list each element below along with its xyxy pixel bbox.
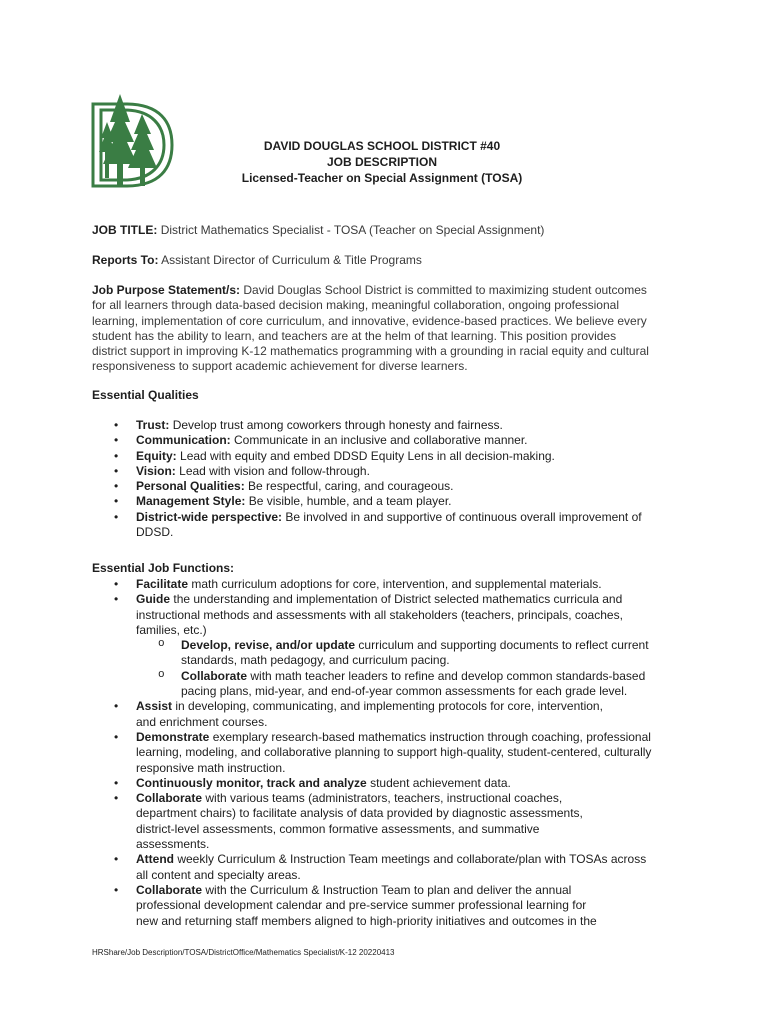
reports-to-row [92,253,692,268]
item-text: math curriculum adoptions for core, intervention, and supplemental materials. [191,577,602,591]
item-text: the understanding and implementation of District selected mathematics curricula and [173,592,623,607]
item-line [181,638,692,653]
item-line [136,914,692,929]
item-line [136,791,692,806]
qualities-heading: Essential Qualities [92,388,199,402]
item-line [136,623,692,638]
item-line [136,715,692,730]
item-line [136,577,692,592]
job-title-row [92,223,692,238]
list-item [92,464,692,479]
item-text: district-level assessments, common formative assessments, and summative [136,821,540,836]
item-line [136,449,692,464]
item-text: DDSD. [136,525,174,540]
list-item [92,479,692,494]
list-item [92,791,692,852]
item-line [136,761,692,776]
item-text: pacing plans, mid-year, and end-of-year common assessments for each grade level. [181,684,628,699]
item-line [181,669,692,684]
qualities-list [92,418,692,540]
item-line [136,776,692,791]
list-item [92,592,692,699]
sub-list-item [136,669,692,700]
purpose-line: David Douglas School District is committed to maximizing student outcomes [243,283,647,297]
item-line [136,525,692,540]
sub-list-item [136,638,692,669]
purpose-label: Job Purpose Statement/s: [92,283,241,297]
item-text: responsive math instruction. [136,760,286,775]
item-line [181,653,692,668]
purpose-line: district support in improving K-12 mathematics programming with a grounding in racial equity and cultural [92,344,649,359]
item-line [136,730,692,745]
item-text: with math teacher leaders to refine and develop common standards-based [250,668,646,683]
item-text: weekly Curriculum & Instruction Team meetings and collaborate/plan with TOSAs across [177,852,647,867]
item-term: Communication: [136,433,231,448]
item-term: Facilitate [136,577,189,591]
item-text: Develop trust among coworkers through honesty and fairness. [172,418,503,432]
item-text: Be respectful, caring, and courageous. [248,479,454,494]
item-text: instructional methods and assessments with all stakeholders (teachers, principals, coaches, [136,607,623,622]
item-line [136,608,692,623]
sub-list [136,638,692,699]
list-item [92,510,692,541]
item-line [136,898,692,913]
item-term: Guide [136,592,171,607]
item-text: exemplary research-based mathematics instruction through coaching, professional [212,729,651,744]
item-term: Management Style: [136,494,246,509]
item-line [136,852,692,867]
district-name: DAVID DOUGLAS SCHOOL DISTRICT #40 [263,139,501,153]
item-term: Demonstrate [136,729,210,744]
item-line [136,494,692,509]
item-text: all content and specialty areas. [136,867,301,882]
list-item [92,730,692,776]
functions-list [92,577,692,929]
reports-to-value: Assistant Director of Curriculum & Title Programs [161,253,422,267]
item-text: standards, math pedagogy, and curriculum pacing. [181,653,450,668]
item-line [136,699,692,714]
item-term: District-wide perspective: [136,509,283,524]
item-text: assessments. [136,837,210,852]
item-line [136,464,692,479]
item-term: Attend [136,852,174,867]
item-text: and enrichment courses. [136,714,268,729]
list-item [92,776,692,791]
reports-to-label: Reports To: [92,253,159,267]
purpose-line: for all learners through data-based decision making, meaningful collaboration, ongoing professional [92,298,619,313]
qualities-section [92,418,692,540]
list-item [92,852,692,883]
item-text: with the Curriculum & Instruction Team to plan and deliver the annual [205,882,572,897]
functions-section [92,577,692,929]
item-line [136,883,692,898]
item-term: Continuously monitor, track and analyze [136,775,367,790]
item-text: learning, modeling, and collaborative planning to support high-quality, student-centered, culturally [136,745,652,760]
list-item [92,883,692,929]
item-term: Vision: [136,463,176,478]
item-term: Collaborate [136,791,203,806]
item-text: with various teams (administrators, teachers, instructional coaches, [205,791,563,806]
list-item [92,494,692,509]
list-item [92,699,692,730]
item-term: Equity: [136,448,177,463]
item-line [136,745,692,760]
purpose-line: responsiveness to support academic achievement for diverse learners. [92,359,468,374]
item-text: professional development calendar and pre-service summer professional learning for [136,898,587,913]
purpose-line: student has the ability to learn, and teachers are at the helm of that learning. This position provides [92,328,617,343]
item-line [136,806,692,821]
item-text: Communicate in an inclusive and collaborative manner. [234,433,528,448]
item-text: in developing, communicating, and implementing protocols for core, intervention, [175,699,603,714]
item-text: new and returning staff members aligned to high-priority initiatives and outcomes in the [136,913,597,928]
item-term: Collaborate [181,668,248,683]
item-line [136,418,692,433]
item-term: Collaborate [136,882,203,897]
item-line [136,592,692,607]
item-term: Assist [136,699,173,714]
document-type: JOB DESCRIPTION [326,155,437,169]
purpose-statement [92,283,692,375]
item-text: curriculum and supporting documents to reflect current [358,638,649,653]
document-header [150,138,614,186]
item-text: Be involved in and supportive of continuous overall improvement of [285,509,642,524]
position-category: Licensed-Teacher on Special Assignment (TOSA) [241,171,523,185]
job-title-value: District Mathematics Specialist - TOSA (Teacher on Special Assignment) [160,223,545,237]
list-item [92,577,692,592]
list-item [92,433,692,448]
item-term: Personal Qualities: [136,479,245,494]
list-item [92,449,692,464]
item-text: Lead with vision and follow-through. [179,463,370,478]
list-item [92,418,692,433]
item-text: Be visible, humble, and a team player. [248,494,452,509]
item-line [136,510,692,525]
item-text: Lead with equity and embed DDSD Equity Lens in all decision-making. [180,448,555,463]
item-text: student achievement data. [370,775,511,790]
item-term: Develop, revise, and/or update [181,638,356,653]
item-line [136,868,692,883]
document-footer: HRShare/Job Description/TOSA/DistrictOffice/Mathematics Specialist/K-12 20220413 [92,948,395,957]
functions-heading: Essential Job Functions: [92,561,235,575]
item-line [181,684,692,699]
item-line [136,479,692,494]
item-term: Trust: [136,418,170,432]
item-line [136,433,692,448]
item-text: families, etc.) [136,622,207,637]
purpose-line: learning, implementation of core curriculum, and innovative, evidence-based practices. We believe every [92,313,647,328]
item-text: department chairs) to facilitate analysis of data provided by diagnostic assessments, [136,806,583,821]
job-title-label: JOB TITLE: [92,223,158,237]
item-line [136,837,692,852]
item-line [136,822,692,837]
